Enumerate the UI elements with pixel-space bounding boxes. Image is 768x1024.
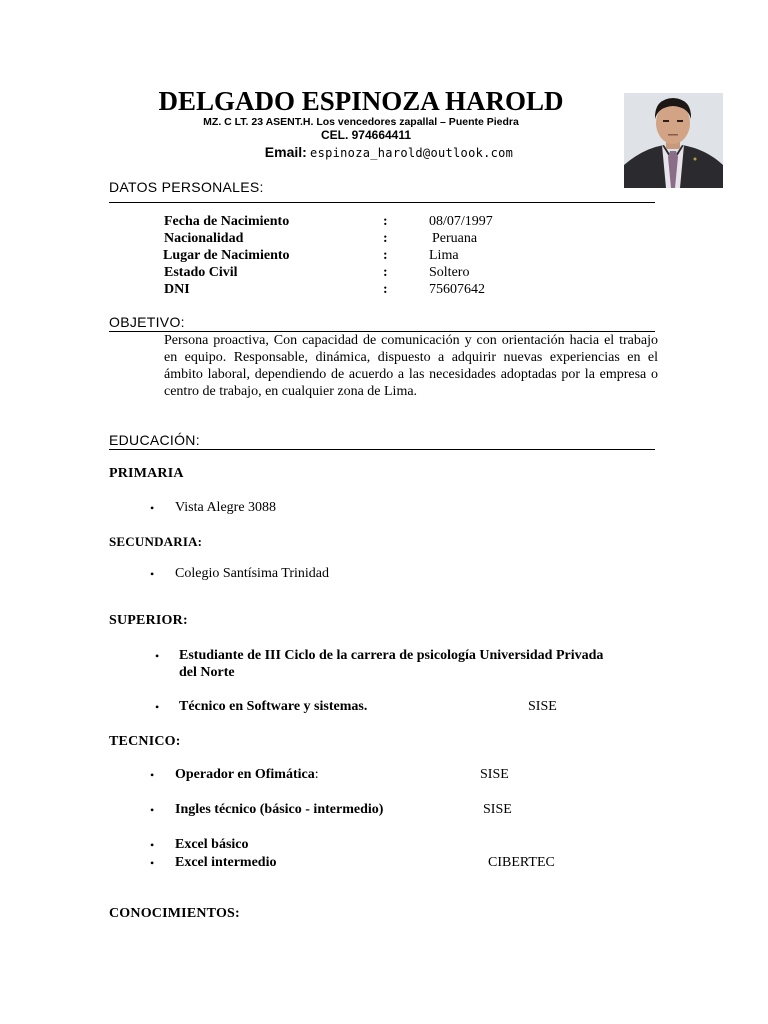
superior-item-1-line-1: Estudiante de III Ciclo de la carrera de psicología Universidad Privada (179, 648, 604, 663)
superior-item-2: Técnico en Software y sistemas. (179, 699, 368, 714)
field-value-nacionalidad: Peruana (432, 231, 478, 246)
email-address[interactable]: espinoza_harold@outlook.com (310, 146, 514, 160)
profile-photo (624, 93, 723, 188)
bullet-icon: • (155, 649, 160, 663)
field-separator: : (383, 265, 388, 280)
section-title-objetivo: OBJETIVO: (109, 314, 185, 330)
section-divider (109, 449, 655, 450)
field-label-lugar-nacimiento: Lugar de Nacimiento (163, 248, 290, 263)
secundaria-school: Colegio Santísima Trinidad (175, 566, 330, 581)
tecnico-item-ofimatica (175, 767, 319, 783)
section-divider (109, 202, 655, 203)
objetivo-text: Persona proactiva, Con capacidad de comunicación y con orientación hacia el trabajo en equipo. Responsable, dinámica, dispuesto a adquirir nuevas experiencias en el ámbito laboral, dependiendo de acuerdo a las necesidades adoptadas por la empresa o centro de trabajo, en cualquier zona de Lima. (164, 333, 658, 399)
tecnico-item-institution: SISE (483, 802, 512, 817)
tecnico-item-colon: : (314, 767, 319, 782)
bullet-icon: • (150, 501, 155, 515)
section-title-datos-personales: DATOS PERSONALES: (109, 179, 264, 195)
tecnico-item-ingles: Ingles técnico (básico - intermedio) (175, 802, 384, 817)
field-value-estado-civil: Soltero (429, 265, 470, 280)
field-value-fecha-nacimiento: 08/07/1997 (429, 214, 493, 229)
field-label-estado-civil: Estado Civil (164, 265, 238, 280)
tecnico-item-label: Operador en Ofimática (175, 767, 315, 782)
field-value-dni: 75607642 (429, 282, 485, 297)
candidate-name: DELGADO ESPINOZA HAROLD (158, 86, 564, 116)
field-label-fecha-nacimiento: Fecha de Nacimiento (164, 214, 290, 229)
bullet-icon: • (150, 856, 155, 870)
field-label-dni: DNI (164, 282, 190, 297)
bullet-icon: • (150, 567, 155, 581)
section-title-educacion: EDUCACIÓN: (109, 432, 200, 448)
bullet-icon: • (150, 768, 155, 782)
field-label-nacionalidad: Nacionalidad (164, 231, 244, 246)
email-label: Email: (264, 144, 307, 160)
field-separator: : (383, 231, 388, 246)
tecnico-item-excel-intermedio: Excel intermedio (175, 855, 277, 870)
tecnico-item-institution: SISE (480, 767, 509, 782)
phone: CEL. 974664411 (320, 128, 412, 142)
superior-item-1-line-2: del Norte (179, 665, 235, 680)
field-value-lugar-nacimiento: Lima (429, 248, 459, 263)
field-separator: : (383, 248, 388, 263)
bullet-icon: • (150, 838, 155, 852)
heading-secundaria: SECUNDARIA: (109, 534, 203, 549)
person-photo-icon (624, 93, 723, 188)
field-separator: : (383, 214, 388, 229)
address: MZ. C LT. 23 ASENT.H. Los vencedores zapallal – Puente Piedra (203, 116, 519, 128)
bullet-icon: • (150, 803, 155, 817)
bullet-icon: • (155, 700, 160, 714)
heading-superior: SUPERIOR: (109, 613, 188, 628)
heading-primaria: PRIMARIA (109, 466, 184, 481)
heading-conocimientos: CONOCIMIENTOS: (109, 906, 240, 921)
tecnico-item-institution: CIBERTEC (488, 855, 555, 870)
field-separator: : (383, 282, 388, 297)
tecnico-item-excel-basico: Excel básico (175, 837, 249, 852)
primaria-school: Vista Alegre 3088 (175, 500, 277, 515)
superior-item-2-institution: SISE (528, 699, 557, 714)
heading-tecnico: TECNICO: (109, 734, 181, 749)
